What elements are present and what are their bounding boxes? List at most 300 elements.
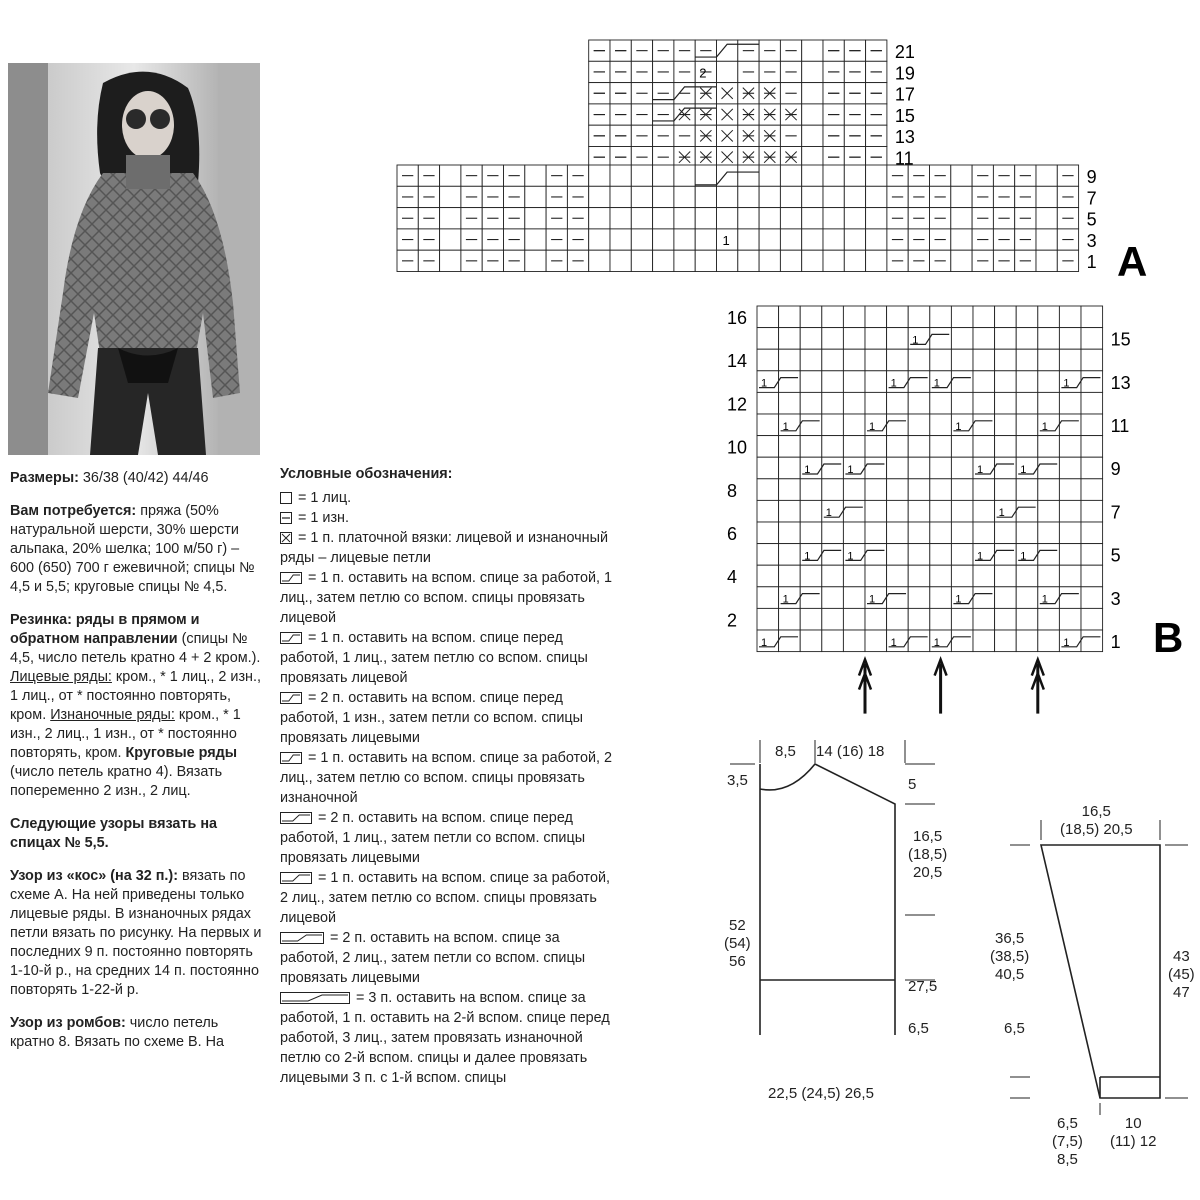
chart-b-cell <box>1081 392 1103 414</box>
legend-item-text: = 1 п. оставить на вспом. спице за работой, 2 лиц., затем петлю со вспом. спицы провязать изнаночной <box>280 750 613 806</box>
chart-b-cell <box>800 328 822 350</box>
chart-b-cell <box>843 349 865 371</box>
chart-b-cell <box>822 392 844 414</box>
chart-b-cell <box>865 392 887 414</box>
chart-b-cell <box>865 522 887 544</box>
chart-b-cell <box>779 500 801 522</box>
chart-a-cell <box>631 186 652 207</box>
chart-b-cell <box>822 349 844 371</box>
chart-b-cell <box>1081 328 1103 350</box>
chart-a-cell <box>844 250 865 271</box>
chart-a-cell <box>802 104 823 125</box>
chart-b-cell <box>930 349 952 371</box>
chart-b-cell <box>757 608 779 630</box>
arrow-icon <box>935 660 947 714</box>
chart-b-cell <box>1016 565 1038 587</box>
chart-b-cell <box>1081 349 1103 371</box>
chart-b-cell <box>843 587 865 609</box>
chart-a-cell <box>738 165 759 186</box>
chart-a-cell <box>780 229 801 250</box>
chart-b-cell-label: 1 <box>804 464 811 476</box>
chart-b-cell <box>887 565 909 587</box>
legend-symbol-icon <box>280 632 302 644</box>
chart-b-cell <box>973 328 995 350</box>
chart-a-cell <box>759 229 780 250</box>
chart-b-cell <box>951 392 973 414</box>
chart-b-cell <box>930 544 952 566</box>
chart-b-row-number: 1 <box>1110 632 1121 652</box>
chart-b-cell <box>822 565 844 587</box>
chart-b-cell <box>1081 436 1103 458</box>
chart-a-cell <box>951 186 972 207</box>
chart-b-cell <box>887 587 909 609</box>
chart-b-cell-label: 1 <box>782 593 789 606</box>
legend-item-text: = 3 п. оставить на вспом. спице за работой, 1 п. оставить на 2-й вспом. спице перед работой, 3 лиц., затем провязать изнаночной петлю со 2-й вспом. спицы и далее провязать лицевыми 3 п. с 1-й вспом. спицы <box>280 990 610 1086</box>
chart-b-cell <box>865 306 887 328</box>
chart-a-cell <box>802 229 823 250</box>
chart-b-cell-label: 1 <box>890 636 897 649</box>
chart-a-cell <box>717 208 738 229</box>
chart-a-cell <box>844 208 865 229</box>
chart-b-cell <box>800 349 822 371</box>
chart-b-cell <box>843 522 865 544</box>
chart-b-cell <box>843 479 865 501</box>
front-dim-armhole: 16,5 (18,5) 20,5 <box>908 828 948 881</box>
chart-a-cell <box>674 229 695 250</box>
chart-b-cell <box>930 414 952 436</box>
chart-a-cell <box>759 250 780 271</box>
chart-a-row-number: 11 <box>894 148 914 169</box>
chart-b-cell <box>1081 371 1103 393</box>
chart-b-cell <box>930 565 952 587</box>
chart-b-cell <box>951 565 973 587</box>
chart-b-cell <box>843 392 865 414</box>
chart-a-cell <box>866 250 887 271</box>
legend-symbol-icon <box>280 572 302 584</box>
chart-b-cell <box>822 479 844 501</box>
chart-b-cell <box>865 479 887 501</box>
chart-b-cell <box>930 587 952 609</box>
chart-b-cell <box>1038 500 1060 522</box>
rib-paragraph <box>10 611 262 801</box>
legend-symbol-icon <box>280 872 312 884</box>
chart-b-cell <box>1081 630 1103 652</box>
legend-symbol-icon <box>280 692 302 704</box>
legend-item <box>280 488 615 508</box>
chart-b-cell <box>951 328 973 350</box>
chart-b-cell <box>908 306 930 328</box>
front-dim-width: 22,5 (24,5) 26,5 <box>768 1085 874 1102</box>
chart-b-cell <box>951 630 973 652</box>
chart-b-cell <box>757 392 779 414</box>
chart-b-cell <box>822 328 844 350</box>
chart-b-cell <box>973 392 995 414</box>
chart-b-cell <box>1059 414 1081 436</box>
cables-label: Узор из «кос» (на 32 п.): <box>10 868 178 884</box>
chart-b-cell <box>951 500 973 522</box>
chart-b-cell <box>995 349 1017 371</box>
chart-b-cell <box>995 328 1017 350</box>
chart-a-cell <box>610 165 631 186</box>
chart-b-cell <box>757 479 779 501</box>
chart-b-cell <box>865 371 887 393</box>
chart-b-cell <box>930 500 952 522</box>
chart-b-cell <box>1059 479 1081 501</box>
chart-b-cell <box>1016 630 1038 652</box>
chart-a-cell <box>1036 165 1057 186</box>
chart-a-cell <box>674 250 695 271</box>
chart-b-row-number: 14 <box>727 351 748 372</box>
chart-a-grid <box>397 40 1079 272</box>
sizes-value: 36/38 (40/42) 44/46 <box>78 470 209 486</box>
chart-b-cell <box>1016 306 1038 328</box>
chart-b-cell <box>973 371 995 393</box>
legend-item <box>280 528 615 568</box>
chart-b-cell-label: 1 <box>804 550 811 563</box>
chart-a-cell <box>525 250 546 271</box>
chart-b-cell <box>822 371 844 393</box>
chart-a-cell <box>802 83 823 104</box>
chart-b-cell <box>800 392 822 414</box>
chart-a-cell <box>780 250 801 271</box>
legend-symbol-icon <box>280 932 324 944</box>
chart-b-cell <box>973 306 995 328</box>
chart-b-cell <box>865 544 887 566</box>
chart-a-cell <box>610 250 631 271</box>
chart-a-row-number: 3 <box>1086 230 1097 251</box>
chart-b-cell <box>995 436 1017 458</box>
chart-a-cell <box>525 208 546 229</box>
chart-b-cell <box>843 436 865 458</box>
chart-a-cell <box>653 186 674 207</box>
chart-b-cell-label: 1 <box>912 334 919 347</box>
legend-item <box>280 868 615 928</box>
chart-a-cell <box>610 229 631 250</box>
chart-a-cell <box>802 250 823 271</box>
sizes-paragraph <box>10 469 262 488</box>
chart-b-cell <box>1038 328 1060 350</box>
chart-b-cell <box>887 608 909 630</box>
rhombs-paragraph <box>10 1014 262 1052</box>
chart-b-row-number: 12 <box>727 394 748 415</box>
instructions-column <box>10 469 262 1066</box>
chart-a-cell <box>653 229 674 250</box>
chart-b-cell <box>1016 436 1038 458</box>
chart-b-cell-label: 1 <box>761 377 768 390</box>
chart-b-cell <box>1038 306 1060 328</box>
chart-b-cell <box>779 544 801 566</box>
chart-b-cell <box>779 392 801 414</box>
chart-b-cell <box>1038 371 1060 393</box>
chart-a-cell <box>631 165 652 186</box>
chart-a-cell <box>951 208 972 229</box>
chart-b-cell <box>1059 608 1081 630</box>
chart-b-cell <box>908 392 930 414</box>
sleeve-outline <box>1041 845 1160 1098</box>
chart-b-cell-label: 1 <box>955 420 962 433</box>
chart-a-cell <box>674 165 695 186</box>
chart-b-cell <box>1059 328 1081 350</box>
chart-b-row-number: 7 <box>1110 502 1121 523</box>
chart-b-cell-label: 1 <box>998 507 1005 520</box>
chart-a-cell <box>717 61 738 82</box>
chart-b-row-number: 3 <box>1110 588 1121 609</box>
chart-b-cell <box>843 565 865 587</box>
legend-item-text: = 1 п. оставить на вспом. спице перед работой, 1 лиц., затем петлю со вспом. спицы провязать лицевой <box>280 630 588 686</box>
chart-a-cell <box>695 165 716 186</box>
chart-a-cell <box>695 186 716 207</box>
chart-b-cell <box>779 328 801 350</box>
chart-b-cell <box>800 565 822 587</box>
chart-a-cell <box>802 125 823 146</box>
chart-b-cell <box>887 479 909 501</box>
chart-b-cell <box>951 457 973 479</box>
chart-b-cell <box>1081 414 1103 436</box>
chart-a-cell <box>823 250 844 271</box>
chart-b-cell-label: 1 <box>1020 550 1027 563</box>
chart-b-cell <box>930 392 952 414</box>
chart-b-cell <box>887 414 909 436</box>
chart-b-cell-label: 1 <box>955 593 962 606</box>
chart-b-cell-label: 1 <box>869 420 876 433</box>
chart-b-cell <box>973 349 995 371</box>
chart-b-cell <box>887 544 909 566</box>
chart-b-cell <box>887 306 909 328</box>
legend-item <box>280 928 615 988</box>
chart-a-cell <box>674 208 695 229</box>
legend-item <box>280 568 615 628</box>
chart-b-cell <box>1081 565 1103 587</box>
chart-b-cell <box>1081 479 1103 501</box>
chart-b-cell <box>1016 328 1038 350</box>
chart-a-cell <box>780 165 801 186</box>
chart-a-cell <box>674 186 695 207</box>
chart-a-cell <box>610 208 631 229</box>
chart-b-cell <box>973 587 995 609</box>
chart-b-cell-label: 1 <box>1041 593 1048 606</box>
chart-b-cell <box>1081 457 1103 479</box>
arrow-icon <box>1032 660 1044 714</box>
needs-text: пряжа (50% натуральной шерсти, 30% шерсти альпака, 20% шелка; 100 м/50 г) – 600 (650) 700 г ежевичной; спицы № 4,5 и 5,5; круговые спицы № 4,5. <box>10 503 255 595</box>
rib-round-label: Круговые ряды <box>125 745 238 761</box>
chart-a-cell <box>738 229 759 250</box>
chart-b-cell <box>1016 608 1038 630</box>
chart-b-cell <box>973 565 995 587</box>
legend-item <box>280 508 615 528</box>
chart-b-cell-label: 1 <box>977 550 984 563</box>
chart-b-cell <box>995 392 1017 414</box>
sizes-label: Размеры: <box>10 470 79 486</box>
chart-a-cell <box>440 208 461 229</box>
chart-a-cell <box>951 229 972 250</box>
rib-text-4: (число петель кратно 4). Вязать попеременно 2 изн., 2 лиц. <box>10 764 223 799</box>
chart-b-cell-label: 1 <box>782 420 789 433</box>
chart-a-cell <box>589 186 610 207</box>
chart-b-cell <box>951 349 973 371</box>
sleeve-dim-cuff-right: 10 (11) 12 <box>1110 1115 1157 1150</box>
chart-b-cell <box>887 392 909 414</box>
chart-a-cell <box>951 165 972 186</box>
chart-a-cell <box>802 61 823 82</box>
chart-b-row-number: 10 <box>727 437 748 458</box>
chart-b-cell <box>908 630 930 652</box>
chart-b-cell <box>951 522 973 544</box>
chart-b-cell <box>887 328 909 350</box>
chart-b-cell <box>800 500 822 522</box>
chart-b-cell <box>908 522 930 544</box>
chart-b-cell-label: 1 <box>1063 377 1070 390</box>
chart-b-cell <box>908 479 930 501</box>
cables-paragraph <box>10 867 262 1000</box>
chart-a-cell <box>631 208 652 229</box>
chart-b-cell <box>843 306 865 328</box>
chart-b-cell <box>995 544 1017 566</box>
chart-b-cell <box>995 479 1017 501</box>
chart-a-cell <box>589 165 610 186</box>
chart-b-cell <box>1081 587 1103 609</box>
chart-b-cell <box>908 544 930 566</box>
chart-a-cell <box>738 186 759 207</box>
chart-b-cell <box>973 436 995 458</box>
chart-a-cell <box>610 186 631 207</box>
chart-b-cell <box>887 457 909 479</box>
chart-a-cell <box>631 250 652 271</box>
chart-b-cell <box>908 436 930 458</box>
next-label: Следующие узоры вязать на спицах № 5,5. <box>10 816 218 851</box>
chart-a-cell <box>525 229 546 250</box>
chart-b-cell <box>843 414 865 436</box>
chart-b-cell <box>779 630 801 652</box>
chart-a-cell <box>525 186 546 207</box>
chart-a-cell <box>695 208 716 229</box>
chart-b-cell <box>908 414 930 436</box>
chart-b-cell <box>973 630 995 652</box>
chart-b-cell <box>865 349 887 371</box>
legend-item-text: = 2 п. оставить на вспом. спице за работой, 2 лиц., затем петли со вспом. спицы провязать лицевыми <box>280 930 586 986</box>
rhombs-label: Узор из ромбов: <box>10 1015 126 1031</box>
chart-a-row-number: 13 <box>894 127 915 148</box>
chart-a-cell <box>759 208 780 229</box>
chart-b-cell-label: 1 <box>1063 636 1070 649</box>
chart-b-cell <box>973 608 995 630</box>
chart-b-cell <box>1059 392 1081 414</box>
legend-item <box>280 748 615 808</box>
chart-b-cell <box>1059 349 1081 371</box>
chart-b-cell <box>1016 349 1038 371</box>
chart-b-cell <box>908 500 930 522</box>
cables-text: вязать по схеме А. На ней приведены только лицевые ряды. В изнаночных рядах петли вязать по рисунку. На первых и последних 9 п. постоянно повторять 1-10-й р., на средних 14 п. постоянно повторять 1-22-й р. <box>10 868 262 998</box>
chart-a-cell <box>440 250 461 271</box>
chart-b-cell <box>1081 522 1103 544</box>
chart-b-row-number: 9 <box>1110 459 1121 480</box>
chart-b-cell <box>757 544 779 566</box>
chart-a-cell <box>866 165 887 186</box>
chart-b-cell <box>908 349 930 371</box>
chart-a-cell <box>759 186 780 207</box>
chart-b-cell <box>951 544 973 566</box>
chart-b-cell <box>757 436 779 458</box>
chart-b-cell <box>779 522 801 544</box>
sleeve-dim-length: 36,5 (38,5) 40,5 <box>990 930 1030 983</box>
chart-a-row-number: 17 <box>894 84 915 105</box>
chart-a-cell <box>866 208 887 229</box>
chart-b-cell <box>930 328 952 350</box>
chart-b-cell <box>995 522 1017 544</box>
sleeve-dim-top: 16,5 (18,5) 20,5 <box>1060 803 1133 838</box>
chart-b-row-number: 13 <box>1110 372 1131 393</box>
rib-label: Резинка: ряды в прямом и обратном направлении <box>10 612 200 647</box>
chart-b-row-number: 2 <box>727 610 738 631</box>
chart-b-cell <box>822 587 844 609</box>
chart-b-cell <box>887 522 909 544</box>
legend-item-text: = 1 лиц. <box>294 490 352 506</box>
chart-b-cell <box>865 457 887 479</box>
chart-a-cell <box>823 186 844 207</box>
chart-b-cell-label: 1 <box>869 593 876 606</box>
chart-b-row-number: 5 <box>1110 545 1121 566</box>
chart-a-cell <box>525 165 546 186</box>
chart-b-cell <box>930 436 952 458</box>
chart-a-cell <box>631 229 652 250</box>
chart-b-cell <box>779 436 801 458</box>
chart-a-cell <box>823 165 844 186</box>
chart-a-row-number: 7 <box>1086 188 1097 209</box>
chart-b-cell <box>908 565 930 587</box>
legend-symbol-icon <box>280 532 292 544</box>
chart-b-cell-label: 1 <box>1020 464 1027 476</box>
chart-a-cell <box>717 186 738 207</box>
chart-b-cell <box>1016 392 1038 414</box>
chart-b-cell-label: 1 <box>1041 420 1048 433</box>
chart-a-cell <box>823 208 844 229</box>
chart-b-cell <box>908 608 930 630</box>
chart-a-cell <box>695 229 716 250</box>
chart-b-cell <box>1016 414 1038 436</box>
chart-b-cell <box>995 306 1017 328</box>
chart-b-cell-label: 1 <box>825 507 832 520</box>
chart-b-cell <box>800 587 822 609</box>
chart-a-cell <box>589 250 610 271</box>
chart-b-cell <box>865 436 887 458</box>
chart-a-cell <box>759 165 780 186</box>
chart-a-cell <box>653 165 674 186</box>
front-dim-side: 27,5 <box>908 978 938 995</box>
chart-b-cell <box>1016 522 1038 544</box>
chart-b-cell <box>908 371 930 393</box>
chart-b-cell <box>843 500 865 522</box>
chart-b-cell <box>843 328 865 350</box>
chart-a-cell-label: 1 <box>722 232 730 248</box>
legend-item <box>280 808 615 868</box>
chart-b-cell <box>930 479 952 501</box>
chart-b-cell-label: 1 <box>933 377 940 390</box>
legend <box>280 466 615 1088</box>
legend-item <box>280 688 615 748</box>
chart-b-cell <box>951 306 973 328</box>
chart-a-cell <box>866 229 887 250</box>
chart-b-cell <box>779 371 801 393</box>
chart-a-cell <box>866 186 887 207</box>
chart-b-cell <box>800 630 822 652</box>
chart-a-cell <box>951 250 972 271</box>
chart-a-cell <box>1036 186 1057 207</box>
chart-b-cell <box>1038 479 1060 501</box>
chart-b-cell <box>1059 457 1081 479</box>
chart-a-cell <box>738 208 759 229</box>
chart-b-cell <box>1059 522 1081 544</box>
chart-b-cell <box>800 436 822 458</box>
chart-b-cell <box>908 587 930 609</box>
